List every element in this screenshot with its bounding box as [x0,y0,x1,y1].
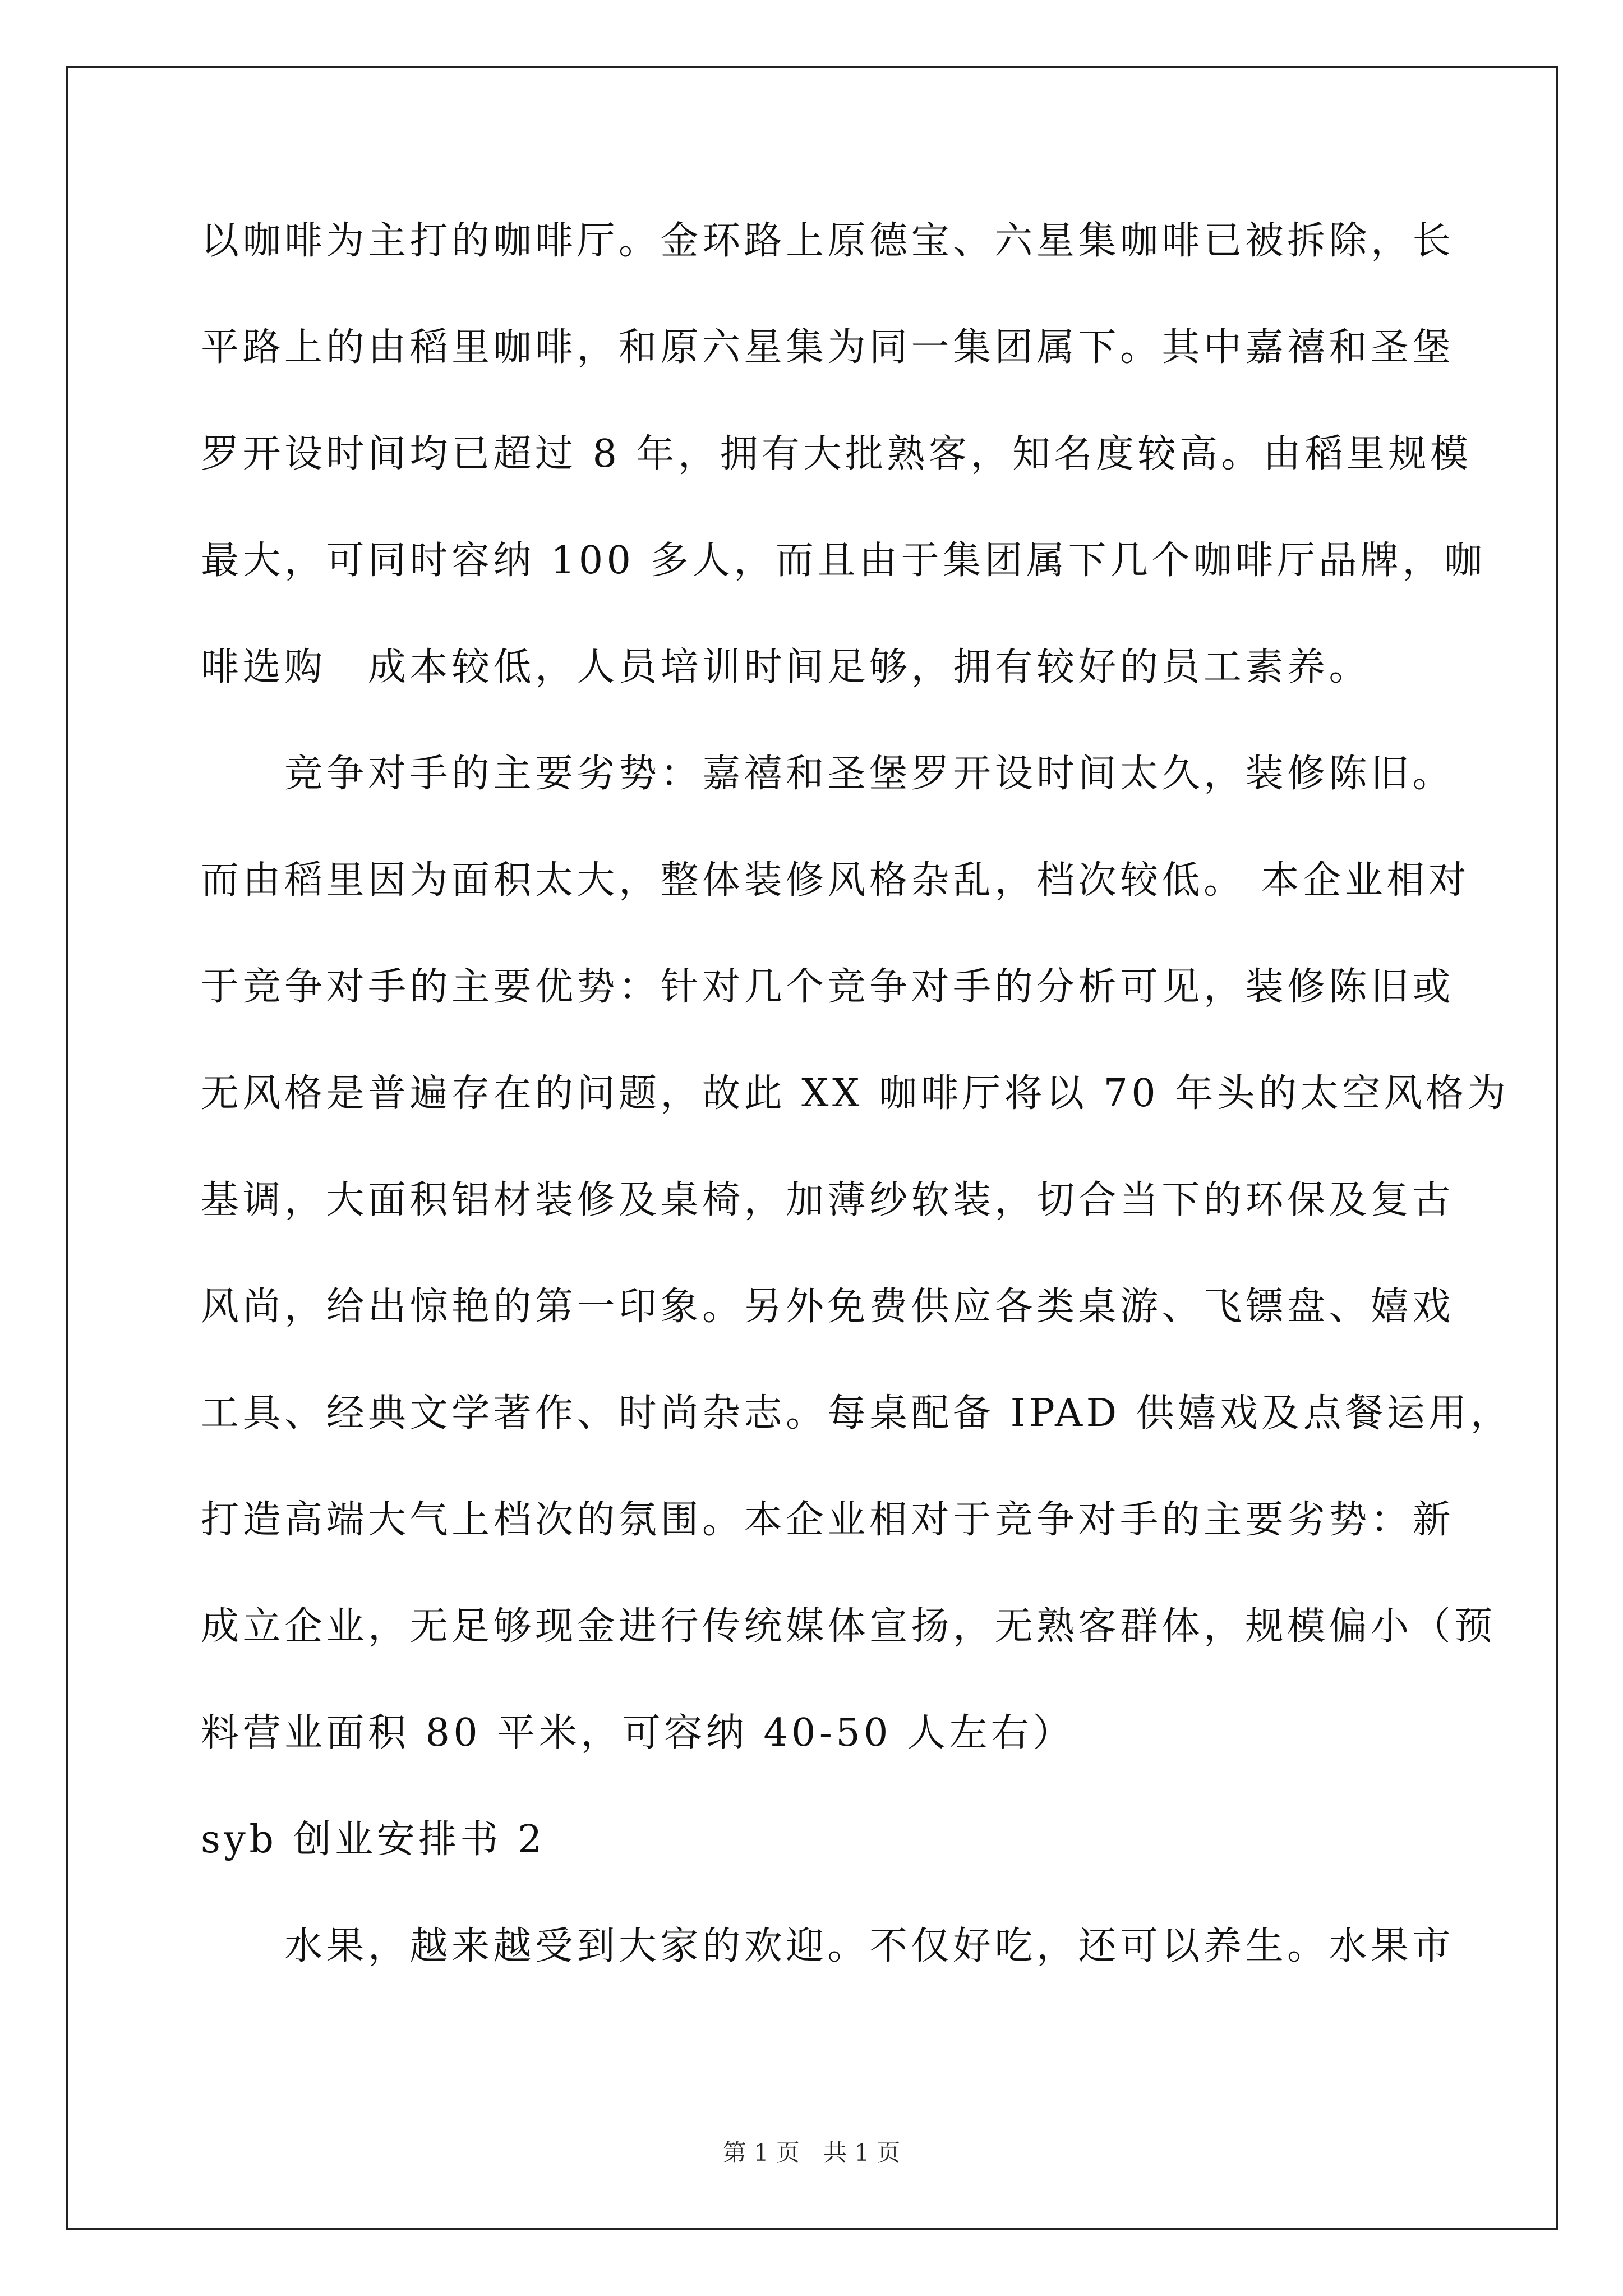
body-text-line: 而由稻里因为面积太大，整体装修风格杂乱，档次较低。 本企业相对 [201,858,1470,903]
body-text-line: 罗开设时间均已超过 8 年，拥有大批熟客，知名度较高。由稻里规模 [201,432,1472,476]
body-text-line: 风尚，给出惊艳的第一印象。另外免费供应各类桌游、飞镖盘、嬉戏 [201,1285,1455,1329]
body-text-line: 啡选购 成本较低，人员培训时间足够，拥有较好的员工素养。 [201,645,1371,689]
body-text-line: 工具、经典文学著作、时尚杂志。每桌配备 IPAD 供嬉戏及点餐运用， [201,1391,1513,1435]
body-text-line: 于竞争对手的主要优势：针对几个竞争对手的分析可见，装修陈旧或 [201,965,1455,1009]
body-text-line: 料营业面积 80 平米，可容纳 40-50 人左右） [201,1711,1075,1755]
section-heading: syb 创业安排书 2 [201,1818,546,1862]
body-text-line: 最大，可同时容纳 100 多人，而且由于集团属下几个咖啡厅品牌，咖 [201,539,1486,583]
body-text-line: 水果，越来越受到大家的欢迎。不仅好吃，还可以养生。水果市 [201,1924,1455,1968]
body-text-line: 平路上的由稻里咖啡，和原六星集为同一集团属下。其中嘉禧和圣堡 [201,325,1455,370]
body-text-line: 以咖啡为主打的咖啡厅。金环路上原德宝、六星集咖啡已被拆除，长 [201,219,1455,263]
body-text-line: 打造高端大气上档次的氛围。本企业相对于竞争对手的主要劣势：新 [201,1498,1455,1542]
page-footer: 第 1 页 共 1 页 [722,2139,901,2166]
body-text-line: 基调，大面积铝材装修及桌椅，加薄纱软装，切合当下的环保及复古 [201,1178,1455,1222]
body-text-line: 无风格是普遍存在的问题，故此 XX 咖啡厅将以 70 年头的太空风格为 [201,1071,1510,1116]
body-text-line: 成立企业，无足够现金进行传统媒体宣扬，无熟客群体，规模偏小（预 [201,1604,1496,1649]
body-text-line: 竞争对手的主要劣势：嘉禧和圣堡罗开设时间太久，装修陈旧。 [201,752,1455,796]
page-border [66,66,1558,2230]
